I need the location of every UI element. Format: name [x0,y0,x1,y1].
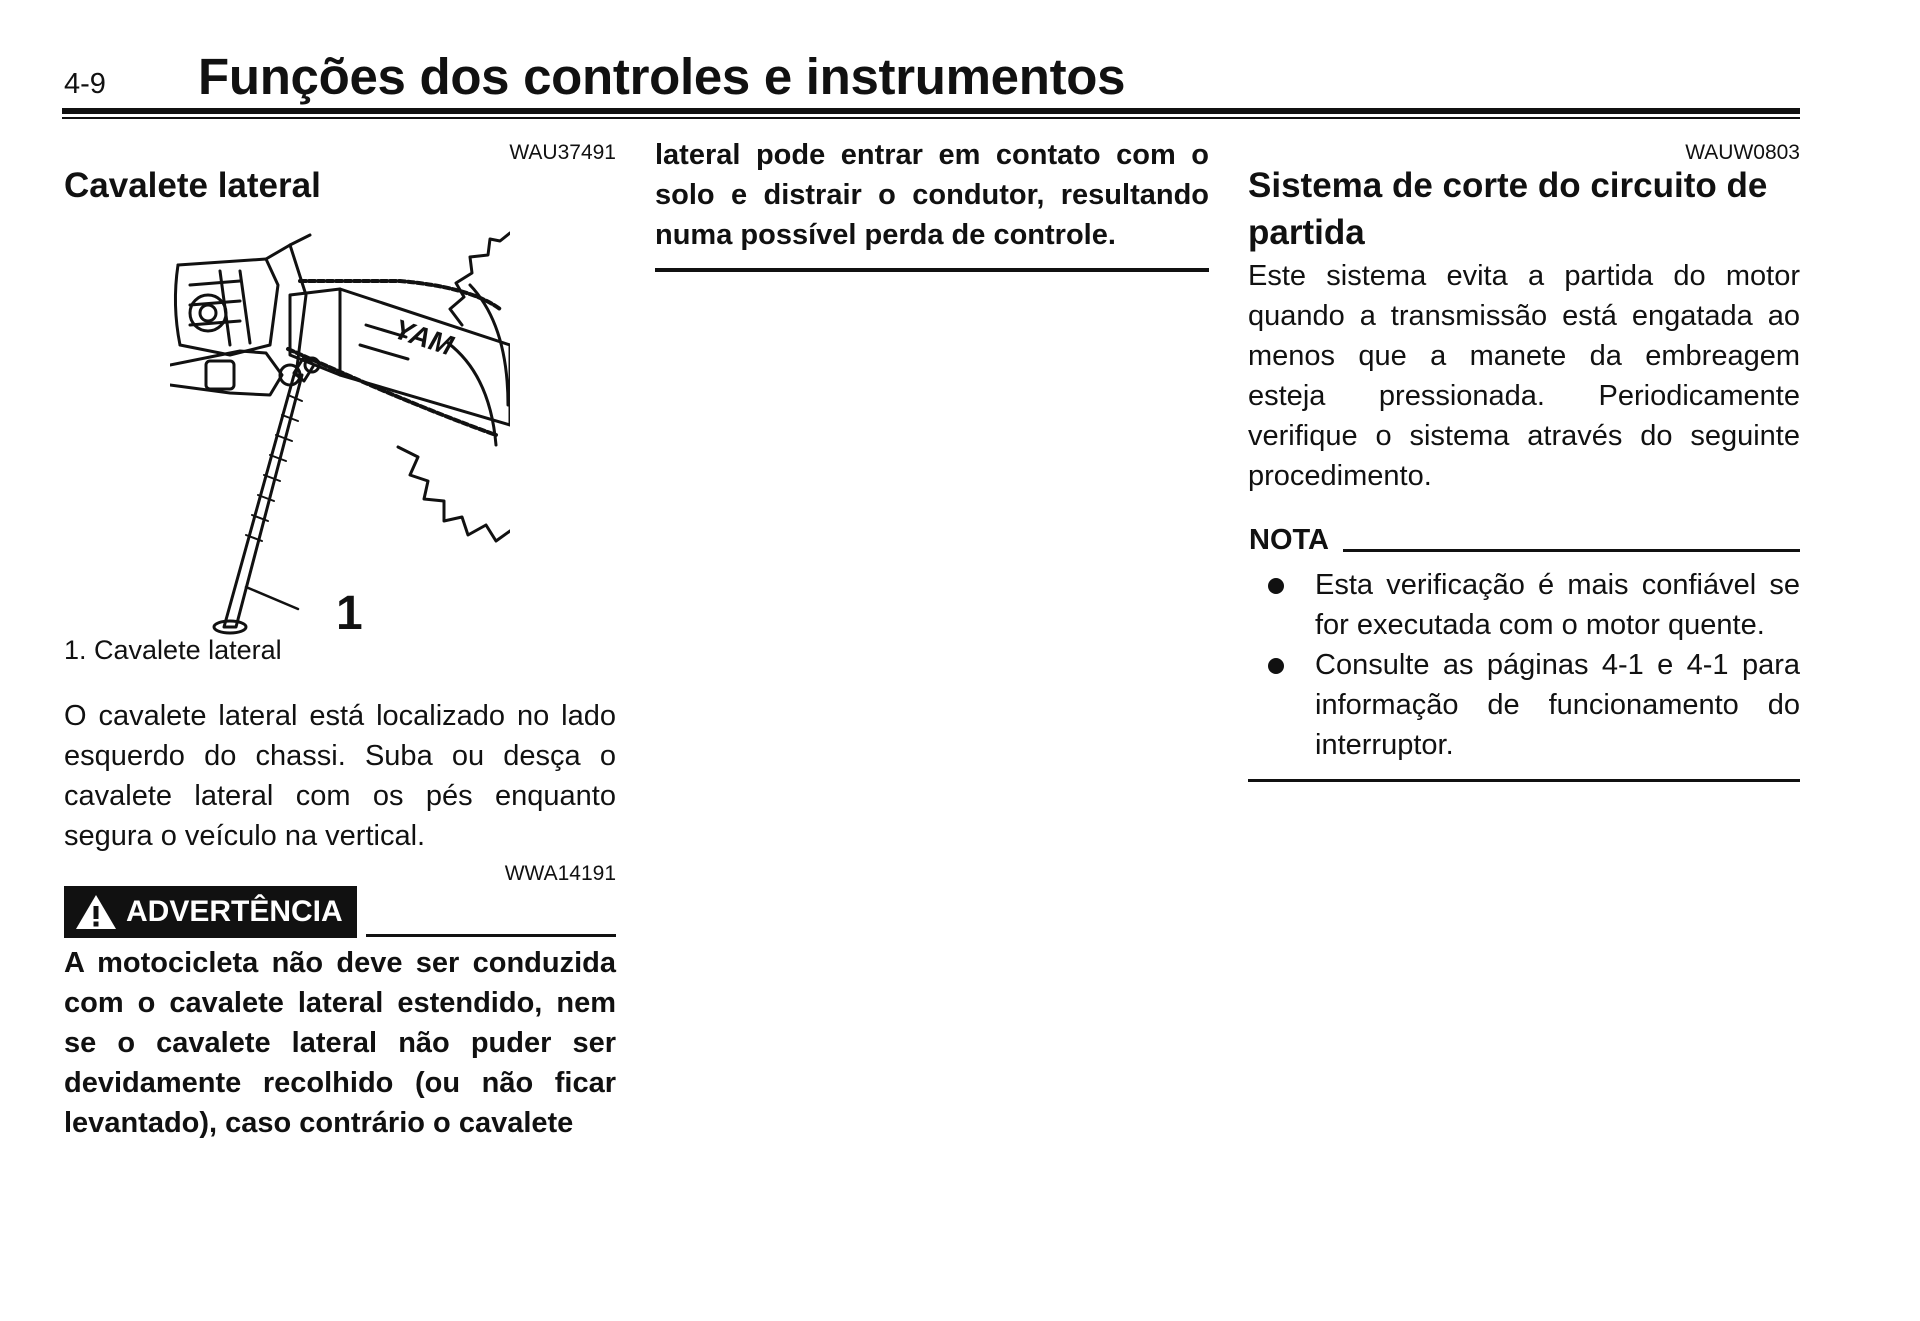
starter-cutoff-body: Este sistema evita a partida do motor quando a transmissão está engatada ao menos que a manete da embreagem esteja pressionada. Periodicamente verifique o sistema através do seguinte procedimento. [1248,260,1800,492]
warning-label: ADVERTÊNCIA [126,895,343,928]
section-heading: Cavalete lateral [64,166,321,205]
section-heading: Sistema de corte do circuito de partida [1248,166,1768,252]
side-stand-body: O cavalete lateral está localizado no lado esquerdo do chassi. Suba ou desça o cavalete lateral com os pés enquanto segura o veículo na vertical. [64,700,616,852]
note-list [1262,565,1800,765]
note-label: NOTA [1249,524,1330,556]
warning-end-rule [655,268,1209,272]
page-title: Funções dos controles e instrumentos [198,48,1126,105]
brand-text: YAM [390,313,457,362]
section-code: WAUW0803 [1685,141,1800,164]
bullet-icon [1268,578,1284,594]
warning-rule [366,934,616,937]
note-rule [1343,549,1800,552]
side-stand-illustration [170,225,510,643]
figure-caption: 1. Cavalete lateral [64,635,282,665]
warning-badge [64,886,357,938]
note-end-rule [1248,779,1800,782]
bullet-icon [1268,658,1284,674]
page-number: 4-9 [64,68,106,100]
warning-code: WWA14191 [504,862,616,885]
section-code: WAU37491 [509,141,616,164]
list-item [1262,645,1800,765]
warning-text-part1: A motocicleta não deve ser conduzida com o cavalete lateral estendido, nem se o cavalete lateral não puder ser devidamente recolhido (ou não ficar levantado), caso contrário o cavalete [64,947,616,1139]
callout-number: 1 [336,587,363,640]
header-rule-thick [62,108,1800,114]
note-item-text: Consulte as páginas 4-1 e 4-1 para informação de funcionamento do interruptor. [1315,649,1800,761]
note-item-text: Esta verificação é mais confiável se for executada com o motor quente. [1315,569,1800,641]
warning-text-part2: lateral pode entrar em contato com o solo e distrair o condutor, resultando numa possível perda de controle. [655,139,1209,251]
header-rule-thin [62,117,1800,119]
warning-triangle-icon [74,893,118,931]
list-item [1262,565,1800,645]
